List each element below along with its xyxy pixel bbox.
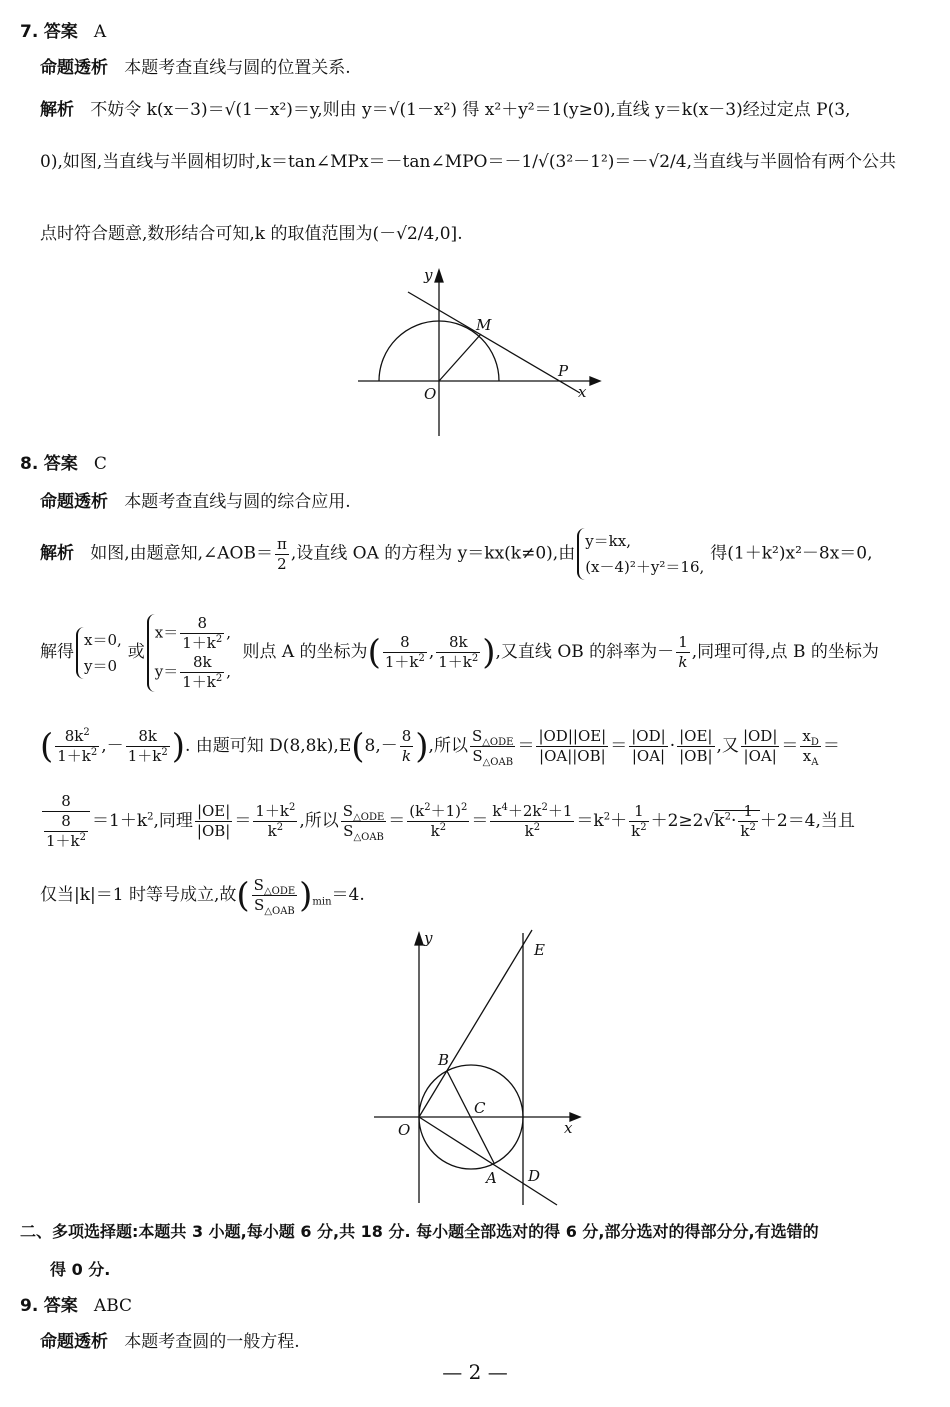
section2-heading-line2: 得 0 分. (50, 1260, 111, 1279)
q7-tangent-line (408, 292, 580, 393)
q8-a3-mid: . 由题可知 D(8,8k),E (184, 736, 352, 756)
q8-a2-post: ,又直线 OB 的斜率为－ (495, 642, 675, 662)
q7-analysis-label: 解析 (40, 100, 74, 120)
q7-x-arrow (590, 377, 600, 385)
q8-a5-pre: 仅当|k|＝1 时等号成立,故 (40, 885, 237, 905)
q8-a1-pre: 如图,由题意知,∠AOB＝ (90, 543, 273, 564)
q7-analysis-line-3 (40, 222, 463, 246)
q7-analysis-1: 不妨令 k(x－3)＝√(1－x²)＝y,则由 y＝√(1－x²) 得 x²＋y²＝1(y≥0),直线 y＝k(x－3)经过定点 P(3, (90, 100, 851, 120)
q8-a4-post: ,所以 (299, 811, 339, 831)
q7-label-m: M (476, 316, 492, 334)
q8-intent: 本题考查直线与圆的综合应用. (124, 492, 351, 512)
q7-analysis-2: 0),如图,当直线与半圆相切时,k＝tan∠MPx＝－tan∠MPO＝－1/√(3²－1²)＝－√2/4,当直线与半圆恰有两个公共 (40, 152, 896, 172)
q8-label-a: A (486, 1169, 497, 1187)
q8-a4-mid: ,同理 (153, 811, 193, 831)
q8-label-y: y (424, 929, 433, 947)
q8-intent-line (40, 490, 351, 514)
q8-line-od (419, 1117, 557, 1205)
system-3: x＝ $\frac{8}{1+k^2}$ , y＝ $\frac{8k}{1+k^2}$ , (147, 614, 235, 692)
q8-analysis-line-2: 解得 x＝0, y＝0 或 x＝ $\frac{8}{1+k^2}$ , y＝ $\frac{8k}{1+k^2}$ , 则点 A 的坐标为( $\frac{8}{1+k^2}$ , $\frac{8k}{1+k^2}$ ),又直线 OB 的斜率为－ $\frac{1}{k}$ ,同理可得,点 B 的坐标为 (40, 613, 879, 691)
q8-label-d: D (528, 1167, 541, 1185)
q8-a5-post: ＝4. (331, 885, 365, 905)
q7-intent-label: 命题透析 (40, 58, 108, 78)
q8-a2-mid: 则点 A 的坐标为 (242, 642, 368, 662)
q8-analysis-label: 解析 (40, 543, 74, 564)
q8-label-c: C (474, 1099, 486, 1117)
q7-label-x: x (578, 383, 587, 401)
q7-analysis-line-1 (40, 98, 850, 122)
q8-a2-or: 或 (127, 642, 145, 662)
system-1 (577, 528, 708, 580)
q7-analysis-line-2 (40, 150, 896, 174)
q9-intent-line (40, 1330, 300, 1354)
q7-label-p: P (558, 362, 569, 380)
q8-a4-end: ＝4,当且 (787, 811, 855, 831)
q7-answer-line (20, 20, 106, 44)
q8-answer: C (93, 454, 107, 474)
q8-a1-mid: ,设直线 OA 的方程为 y＝kx(k≠0),由 (290, 543, 576, 564)
q7-radius-om (439, 334, 481, 381)
q9-answer: ABC (93, 1296, 133, 1316)
q9-number: 9. (20, 1296, 39, 1316)
page-number: — 2 — (442, 1360, 508, 1384)
q8-analysis-line-5: 仅当|k|＝1 时等号成立,故( $\frac{S_{\triangle ODE}}{S_{\triangle OAB}}$ )$_{min}=4$. (40, 875, 365, 917)
q8-a2-end: ,同理可得,点 B 的坐标为 (691, 642, 879, 662)
q8-label-o: O (398, 1121, 411, 1139)
q7-y-arrow (435, 270, 443, 282)
q8-y-arrow (415, 933, 423, 945)
q7-intent-line (40, 56, 351, 80)
q8-analysis-line-3: ( $\frac{8k^2}{1+k^2}$ ,－ $\frac{8k}{1+k^2}$ ). 由题可知 D(8,8k),E(8,－ $\frac{8}{k}$ ),所以 $\frac{S_{\triangle ODE}}{S_{\triangle OAB}}$ ＝ $\frac{|OD||OE|}{|OA||OB|}$ ＝ $\frac{|OD|}{|OA|}$ · $\frac{|OE|}{|OB|}$ ,又 $\frac{|OD|}{|OA|}$ ＝ $\frac{x_D}{x_A}$ ＝ (40, 726, 840, 768)
sys1-line2: (x－4)²＋y²＝16, (585, 558, 705, 576)
q8-a1-post: 得(1＋k²)x²－8x＝0, (710, 543, 873, 564)
q9-answer-line (20, 1294, 132, 1318)
q8-analysis-line-1 (40, 528, 873, 580)
section2-heading-line1: 二、多项选择题:本题共 3 小题,每小题 6 分,共 18 分. 每小题全部选对的得 6 分,部分选对的得部分分,有选错的 (20, 1222, 819, 1241)
q7-analysis-3: 点时符合题意,数形结合可知,k 的取值范围为(－√2/4,0]. (40, 224, 463, 244)
q7-answer: A (93, 22, 107, 42)
q8-number: 8. (20, 454, 39, 474)
q8-label-e: E (534, 941, 545, 959)
q8-label-x: x (564, 1119, 573, 1137)
q7-answer-label: 答案 (43, 22, 78, 42)
q7-label-y: y (424, 266, 433, 284)
q7-number: 7. (20, 22, 39, 42)
q8-intent-label: 命题透析 (40, 492, 108, 512)
system-2: x＝0, y＝0 (76, 627, 126, 679)
q7-intent: 本题考查直线与圆的位置关系. (124, 58, 351, 78)
q8-a3-post: ,所以 (428, 736, 468, 756)
q8-label-b: B (438, 1051, 450, 1069)
q8-answer-label: 答案 (43, 454, 78, 474)
q8-figure (370, 925, 590, 1210)
sys1-line1: y＝kx, (585, 532, 631, 550)
q8-answer-line (20, 452, 107, 476)
q8-a2-pre: 解得 (40, 642, 74, 662)
q7-label-o: O (424, 385, 437, 403)
q7-figure (350, 262, 610, 442)
q9-intent: 本题考查圆的一般方程. (124, 1332, 300, 1352)
frac-pi-over-2: $\frac{\pi}{2}$ (276, 534, 287, 573)
q9-intent-label: 命题透析 (40, 1332, 108, 1352)
q9-answer-label: 答案 (43, 1296, 78, 1316)
q8-analysis-line-4: $\frac{8}{\frac{8}{1+k^2}}$ $=1+k^2$,同理 $\frac{|OE|}{|OB|}$ ＝ $\frac{1+k^2}{k^2}$ ,所以 $\frac{S_{\triangle ODE}}{S_{\triangle OAB}}$ ＝ $\frac{(k^2+1)^2}{k^2}$ ＝ $\frac{k^4+2k^2+1}{k^2}$ $=k^2+$ $\frac{1}{k^2}$ $+2\ge 2√k^2\cdot$ $\frac{1}{k^2}$ ＋2＝4,当且 (40, 786, 855, 856)
